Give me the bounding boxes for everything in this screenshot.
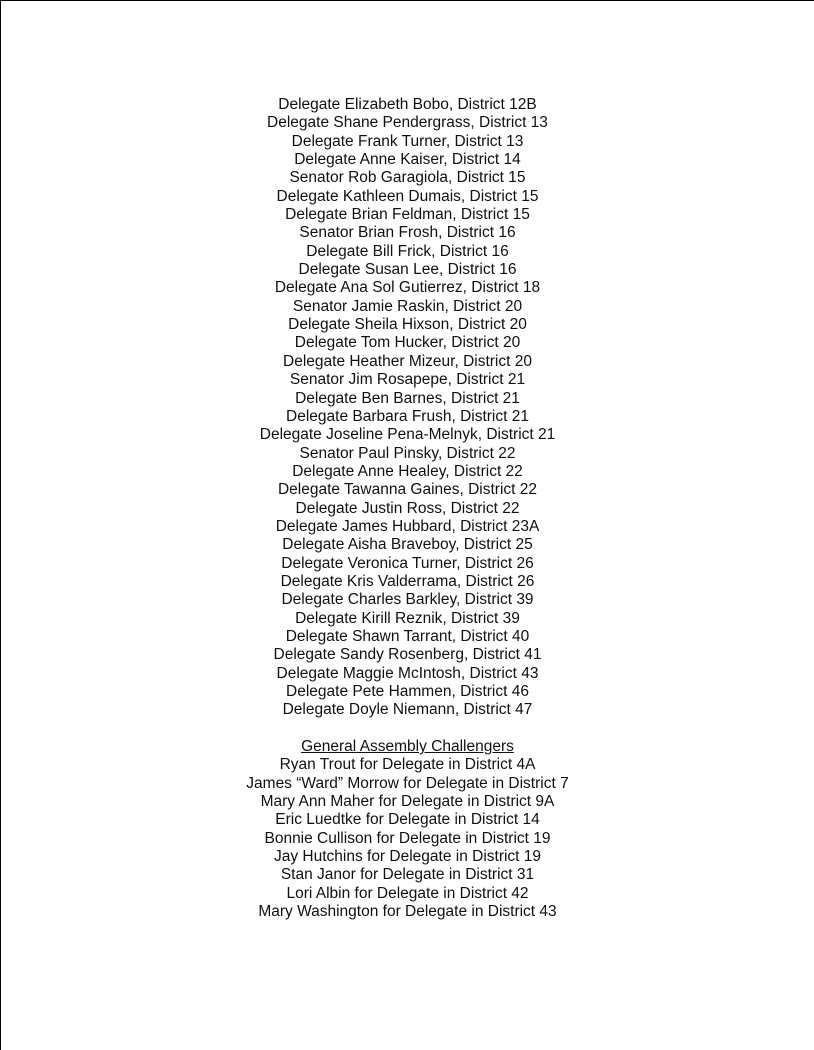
incumbent-entry: Delegate Anne Healey, District 22 bbox=[292, 462, 523, 480]
incumbent-entry: Delegate Anne Kaiser, District 14 bbox=[294, 151, 521, 169]
incumbent-entry: Delegate Pete Hammen, District 46 bbox=[286, 683, 529, 700]
incumbent-entry: Delegate Sheila Hixson, District 20 bbox=[288, 316, 527, 334]
incumbent-list bbox=[1, 96, 814, 720]
challenger-entry: Mary Ann Maher for Delegate in District 9A bbox=[260, 793, 555, 811]
challengers-heading: General Assembly Challengers bbox=[301, 738, 514, 756]
incumbent-entry: Delegate Elizabeth Bobo, District 12B bbox=[278, 96, 537, 113]
incumbent-entry: Delegate Barbara Frush, District 21 bbox=[286, 407, 529, 425]
incumbent-entry: Delegate Tom Hucker, District 20 bbox=[294, 334, 521, 352]
incumbent-entry: Delegate Maggie McIntosh, District 43 bbox=[276, 664, 539, 682]
incumbent-entry: Delegate Kathleen Dumais, District 15 bbox=[276, 187, 539, 205]
incumbent-entry: Delegate Kirill Reznik, District 39 bbox=[295, 609, 520, 627]
incumbent-entry: Delegate Justin Ross, District 22 bbox=[295, 499, 520, 517]
challenger-entry: Ryan Trout for Delegate in District 4A bbox=[279, 756, 536, 774]
incumbent-entry: Delegate Doyle Niemann, District 47 bbox=[282, 701, 533, 719]
incumbent-entry: Delegate Veronica Turner, District 26 bbox=[281, 554, 534, 572]
challenger-entry: Bonnie Cullison for Delegate in District 19 bbox=[264, 829, 551, 847]
incumbent-entry: Senator Rob Garagiola, District 15 bbox=[289, 169, 526, 187]
incumbent-entry: Delegate Joseline Pena-Melnyk, District 21 bbox=[259, 426, 556, 444]
endorsement-list bbox=[1, 96, 814, 921]
incumbent-entry: Delegate Bill Frick, District 16 bbox=[306, 242, 509, 260]
challenger-entry: Mary Washington for Delegate in District 43 bbox=[258, 903, 557, 921]
incumbent-entry: Delegate Shane Pendergrass, District 13 bbox=[267, 114, 548, 132]
section-spacer bbox=[1, 720, 814, 738]
challenger-entry: Jay Hutchins for Delegate in District 19 bbox=[273, 848, 542, 866]
challenger-entry: Stan Janor for Delegate in District 31 bbox=[280, 866, 535, 884]
incumbent-entry: Delegate Kris Valderrama, District 26 bbox=[280, 572, 535, 590]
incumbent-entry: Delegate James Hubbard, District 23A bbox=[275, 517, 540, 535]
incumbent-entry: Delegate Sandy Rosenberg, District 41 bbox=[273, 646, 542, 664]
incumbent-entry: Delegate Charles Barkley, District 39 bbox=[281, 591, 534, 609]
challenger-entry: Lori Albin for Delegate in District 42 bbox=[286, 884, 529, 902]
challenger-entry: Eric Luedtke for Delegate in District 14 bbox=[275, 811, 540, 829]
incumbent-entry: Delegate Frank Turner, District 13 bbox=[291, 132, 524, 150]
incumbent-entry: Senator Brian Frosh, District 16 bbox=[299, 224, 516, 242]
incumbent-entry: Senator Jim Rosapepe, District 21 bbox=[289, 371, 526, 389]
incumbent-entry: Delegate Susan Lee, District 16 bbox=[298, 261, 517, 279]
challenger-list bbox=[1, 756, 814, 921]
incumbent-entry: Delegate Ana Sol Gutierrez, District 18 bbox=[274, 279, 541, 297]
incumbent-entry: Delegate Brian Feldman, District 15 bbox=[285, 206, 530, 224]
incumbent-entry: Delegate Tawanna Gaines, District 22 bbox=[277, 481, 538, 499]
incumbent-entry: Senator Paul Pinsky, District 22 bbox=[299, 444, 516, 462]
challenger-entry: James “Ward” Morrow for Delegate in District 7 bbox=[246, 774, 569, 792]
incumbent-entry: Delegate Aisha Braveboy, District 25 bbox=[282, 536, 533, 554]
incumbent-entry: Senator Jamie Raskin, District 20 bbox=[292, 297, 523, 315]
incumbent-entry: Delegate Ben Barnes, District 21 bbox=[295, 389, 520, 407]
incumbent-entry: Delegate Shawn Tarrant, District 40 bbox=[285, 627, 530, 645]
incumbent-entry: Delegate Heather Mizeur, District 20 bbox=[283, 352, 532, 370]
